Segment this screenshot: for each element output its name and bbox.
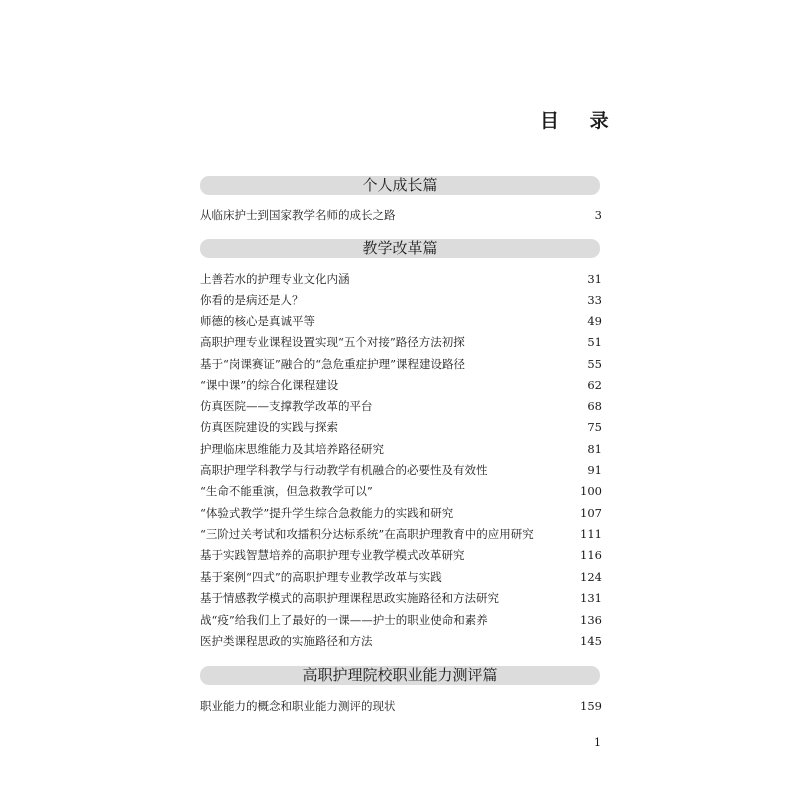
toc-entry-page: 100	[580, 484, 602, 498]
toc-entry[interactable]	[200, 270, 602, 288]
toc-entry[interactable]	[200, 546, 602, 564]
toc-entry[interactable]	[200, 440, 602, 458]
toc-entry-page: 116	[580, 548, 602, 562]
toc-entry-title: 基于案例“四式”的高职护理专业教学改革与实践	[200, 570, 442, 584]
toc-entry-title: 师德的核心是真诚平等	[200, 314, 315, 328]
toc-entry-title: 从临床护士到国家教学名师的成长之路	[200, 208, 396, 222]
toc-entry-title: 战“疫”给我们上了最好的一课——护士的职业使命和素养	[200, 613, 488, 627]
toc-entry-title: 职业能力的概念和职业能力测评的现状	[200, 699, 396, 713]
toc-entry[interactable]	[200, 376, 602, 394]
page-number: 1	[594, 736, 601, 749]
toc-entry-title: 基于实践智慧培养的高职护理专业教学模式改革研究	[200, 548, 465, 562]
toc-entry-page: 3	[594, 208, 602, 222]
toc-entry-title: 仿真医院建设的实践与探索	[200, 420, 338, 434]
toc-entry-title: 仿真医院——支撑教学改革的平台	[200, 399, 373, 413]
toc-entry-page: 136	[580, 613, 602, 627]
toc-entry-title: “体验式教学”提升学生综合急救能力的实践和研究	[200, 506, 454, 520]
toc-entry[interactable]	[200, 504, 602, 522]
section-header-teaching-reform: 教学改革篇	[200, 239, 600, 258]
toc-entry[interactable]	[200, 589, 602, 607]
toc-entry-page: 55	[587, 357, 602, 371]
toc-entry-page: 124	[580, 570, 602, 584]
toc-title: 目 录	[540, 110, 621, 132]
toc-entry-page: 91	[587, 463, 602, 477]
toc-entry[interactable]	[200, 697, 602, 715]
toc-entry-page: 31	[587, 272, 602, 286]
toc-entry-title: 基于“岗课赛证”融合的“急危重症护理”课程建设路径	[200, 357, 466, 371]
toc-entry-page: 62	[587, 378, 602, 392]
toc-entry-title: 高职护理学科教学与行动教学有机融合的必要性及有效性	[200, 463, 488, 477]
toc-entry[interactable]	[200, 461, 602, 479]
toc-entry-title: “课中课”的综合化课程建设	[200, 378, 339, 392]
toc-entry-title: “生命不能重演，但急救教学可以”	[200, 484, 373, 498]
toc-entry-page: 159	[580, 699, 602, 713]
toc-entry-page: 145	[580, 634, 602, 648]
toc-entry-title: “三阶过关考试和攻擂积分达标系统”在高职护理教育中的应用研究	[200, 527, 534, 541]
toc-entry[interactable]	[200, 568, 602, 586]
toc-entry-page: 131	[580, 591, 602, 605]
toc-entry[interactable]	[200, 397, 602, 415]
toc-entry-title: 医护类课程思政的实施路径和方法	[200, 634, 373, 648]
toc-entry-page: 33	[587, 293, 602, 307]
toc-entry-page: 107	[580, 506, 602, 520]
toc-entry-page: 111	[580, 527, 602, 541]
toc-entry-title: 高职护理专业课程设置实现“五个对接”路径方法初探	[200, 335, 465, 349]
toc-entry[interactable]	[200, 291, 602, 309]
toc-entry[interactable]	[200, 482, 602, 500]
toc-entry[interactable]	[200, 333, 602, 351]
toc-entry[interactable]	[200, 355, 602, 373]
toc-entry-title: 护理临床思维能力及其培养路径研究	[200, 442, 384, 456]
toc-entry[interactable]	[200, 525, 602, 543]
toc-entry[interactable]	[200, 632, 602, 650]
toc-entry-page: 49	[587, 314, 602, 328]
toc-entry-title: 上善若水的护理专业文化内涵	[200, 272, 350, 286]
toc-entry-page: 75	[587, 420, 602, 434]
toc-entry-title: 你看的是病还是人？	[200, 293, 304, 307]
toc-entry-page: 81	[587, 442, 602, 456]
toc-entry[interactable]	[200, 611, 602, 629]
toc-entry-page: 68	[587, 399, 602, 413]
section-header-personal-growth: 个人成长篇	[200, 176, 600, 195]
section-header-competency-assessment: 高职护理院校职业能力测评篇	[200, 666, 600, 685]
toc-entry[interactable]	[200, 418, 602, 436]
toc-entry-page: 51	[587, 335, 602, 349]
toc-entry-title: 基于情感教学模式的高职护理课程思政实施路径和方法研究	[200, 591, 499, 605]
toc-entry[interactable]	[200, 312, 602, 330]
toc-entry[interactable]	[200, 206, 602, 224]
